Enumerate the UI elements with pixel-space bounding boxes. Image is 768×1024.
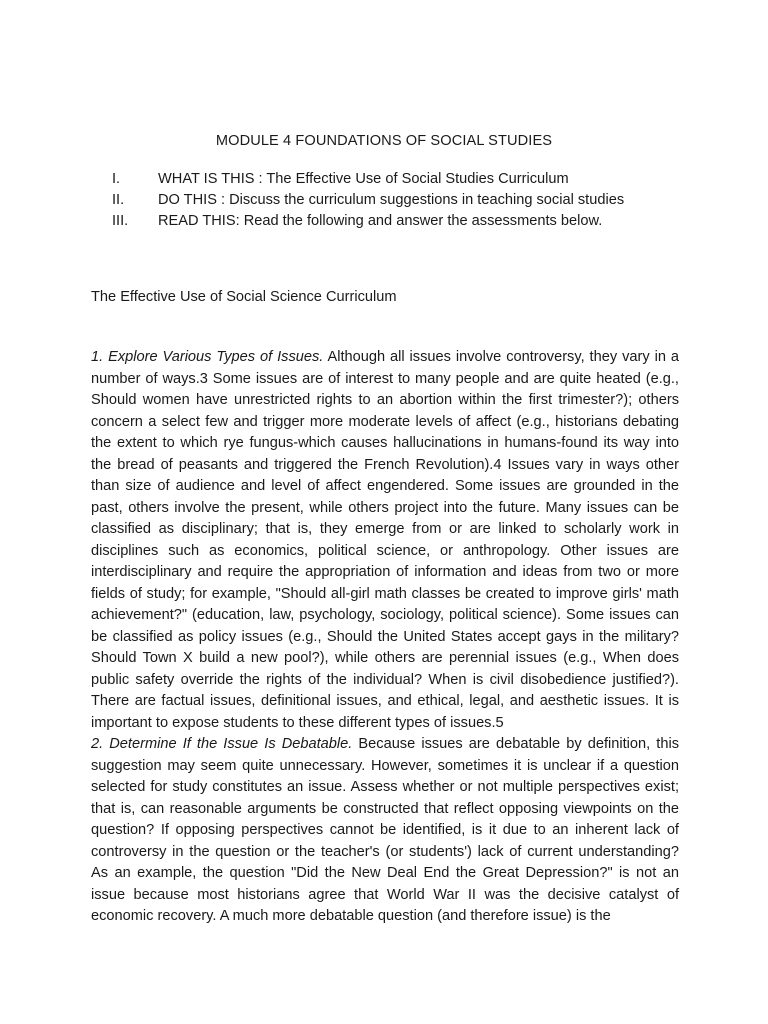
outline-text: READ THIS: Read the following and answer the assessments below. <box>158 213 603 229</box>
outline-item <box>112 169 712 190</box>
paragraph-body: Because issues are debatable by definition, this suggestion may seem quite unnecessary. However, sometimes it is unclear if a question selected for study constitutes an issue. Assess whether or not multiple perspectives exist; that is, can reasonable arguments be constructed that reflect opposing viewpoints on the question? If opposing perspectives cannot be identified, is it due to an inherent lack of controversy in the question or the teacher's (or students') lack of current understanding? As an example, the question "Did the New Deal End the Great Depression?" is not an issue because most historians agree that World War II was the decisive catalyst of economic recovery. A much more debatable question (and therefore issue) is the <box>91 736 679 924</box>
body-paragraph <box>91 347 679 734</box>
paragraph-lead: 1. Explore Various Types of Issues. <box>91 349 324 365</box>
section-heading: The Effective Use of Social Science Curriculum <box>91 289 397 305</box>
outline-number: I. <box>112 171 121 187</box>
outline-text: DO THIS : Discuss the curriculum suggestions in teaching social studies <box>158 192 625 208</box>
outline-number: III. <box>112 213 129 229</box>
outline-number: II. <box>112 192 125 208</box>
outline-item <box>112 211 712 232</box>
paragraph-body: Although all issues involve controversy, they vary in a number of ways.3 Some issues are of interest to many people and are quite heated (e.g., Should women have unrestricted rights to an abortion within the first trimester?); others concern a select few and trigger more moderate levels of affect (e.g., historians debating the extent to which rye fungus-which causes hallucinations in humans-found its way into the bread of peasants and triggered the French Revolution).4 Issues vary in ways other than size of audience and level of affect engendered. Some issues are grounded in the past, others involve the present, while others project into the future. Many issues can be classified as disciplinary; that is, they emerge from or are linked to scholarly work in disciplines such as economics, political science, or anthropology. Other issues are interdisciplinary and require the appropriation of information and ideas from two or more fields of study; for example, "Should all-girl math classes be created to improve girls' math achievement?" (education, law, psychology, sociology, political science). Some issues can be classified as policy issues (e.g., Should the United States accept gays in the military? Should Town X build a new pool?), while others are perennial issues (e.g., When does public safety override the rights of the individual? When is civil disobedience justified?). There are factual issues, definitional issues, and ethical, legal, and aesthetic issues. It is important to expose students to these different types of issues.5 <box>91 349 679 731</box>
outline-text: WHAT IS THIS : The Effective Use of Social Studies Curriculum <box>158 171 569 187</box>
outline-list <box>112 169 712 232</box>
outline-item <box>112 190 712 211</box>
paragraph-lead: 2. Determine If the Issue Is Debatable. <box>91 736 353 752</box>
body-paragraph <box>91 734 679 928</box>
page-title: MODULE 4 FOUNDATIONS OF SOCIAL STUDIES <box>215 133 553 149</box>
